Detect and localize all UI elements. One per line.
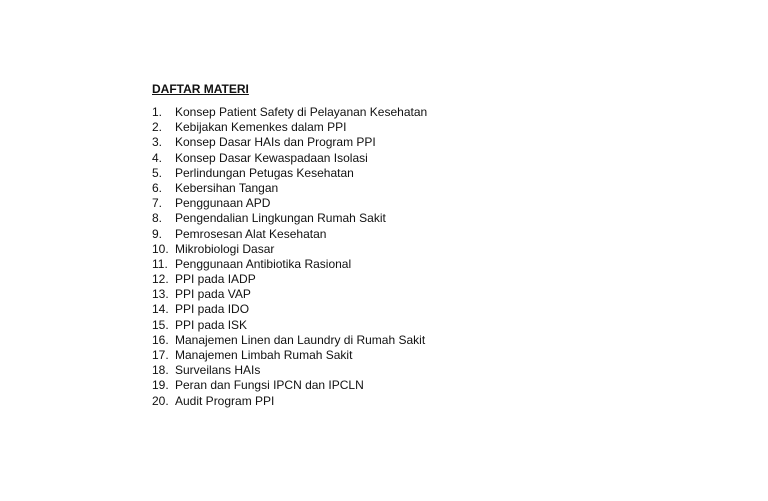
list-item-label: Kebijakan Kemenkes dalam PPI <box>175 120 347 135</box>
list-item-label: Kebersihan Tangan <box>175 180 279 195</box>
list-item-number: 14. <box>152 302 169 317</box>
list-item-number: 9. <box>152 226 163 241</box>
list-item-label: Penggunaan APD <box>175 196 271 211</box>
list-item-number: 8. <box>152 211 163 226</box>
list-item-label: Audit Program PPI <box>175 393 275 408</box>
list-item-number: 7. <box>152 196 163 211</box>
list-item-number: 5. <box>152 165 163 180</box>
document-page <box>152 82 612 409</box>
list-item-number: 10. <box>152 241 169 256</box>
list-item-number: 6. <box>152 180 163 195</box>
list-item-number: 11. <box>152 256 168 271</box>
list-item-number: 12. <box>152 272 169 287</box>
list-item <box>152 227 612 242</box>
list-item <box>152 302 612 317</box>
list-item-label: Mikrobiologi Dasar <box>175 241 275 256</box>
list-item-number: 20. <box>152 393 169 408</box>
materi-list <box>152 105 612 409</box>
list-item <box>152 378 612 393</box>
list-item-label: Pemrosesan Alat Kesehatan <box>175 226 327 241</box>
list-item <box>152 211 612 226</box>
list-item <box>152 348 612 363</box>
list-item-label: Konsep Dasar Kewaspadaan Isolasi <box>175 150 368 165</box>
list-item-label: Manajemen Linen dan Laundry di Rumah Sakit <box>175 332 426 347</box>
list-item-label: PPI pada ISK <box>175 317 248 332</box>
list-item <box>152 135 612 150</box>
list-item-label: Peran dan Fungsi IPCN dan IPCLN <box>175 378 364 393</box>
list-item-label: PPI pada VAP <box>175 287 251 302</box>
list-item-label: Manajemen Limbah Rumah Sakit <box>175 348 353 362</box>
list-item-number: 13. <box>152 287 169 302</box>
list-item <box>152 272 612 287</box>
list-item <box>152 363 612 378</box>
list-item-number: 19. <box>152 378 169 393</box>
list-item <box>152 120 612 135</box>
list-item <box>152 394 612 409</box>
list-item-label: Perlindungan Petugas Kesehatan <box>175 165 354 180</box>
list-item-number: 17. <box>152 348 169 362</box>
list-item-number: 2. <box>152 120 163 135</box>
list-item <box>152 196 612 211</box>
list-item <box>152 105 612 120</box>
list-item-label: Konsep Dasar HAIs dan Program PPI <box>175 135 376 150</box>
list-item <box>152 333 612 348</box>
list-item <box>152 166 612 181</box>
list-item-number: 3. <box>152 135 163 150</box>
list-item <box>152 181 612 196</box>
list-item-number: 16. <box>152 332 169 347</box>
list-item-label: PPI pada IADP <box>175 272 256 287</box>
list-item-label: Pengendalian Lingkungan Rumah Sakit <box>175 211 386 226</box>
list-item <box>152 151 612 166</box>
list-item <box>152 318 612 333</box>
list-item-number: 4. <box>152 150 163 165</box>
list-item-number: 18. <box>152 363 169 378</box>
list-item-number: 1. <box>152 105 163 119</box>
list-item-label: Surveilans HAIs <box>175 363 261 378</box>
list-item <box>152 242 612 257</box>
list-item <box>152 287 612 302</box>
document-title: DAFTAR MATERI <box>152 82 249 96</box>
list-item <box>152 257 612 272</box>
list-item-number: 15. <box>152 317 169 332</box>
list-item-label: Penggunaan Antibiotika Rasional <box>175 256 352 271</box>
list-item-label: Konsep Patient Safety di Pelayanan Kesehatan <box>175 105 428 119</box>
list-item-label: PPI pada IDO <box>175 302 250 317</box>
